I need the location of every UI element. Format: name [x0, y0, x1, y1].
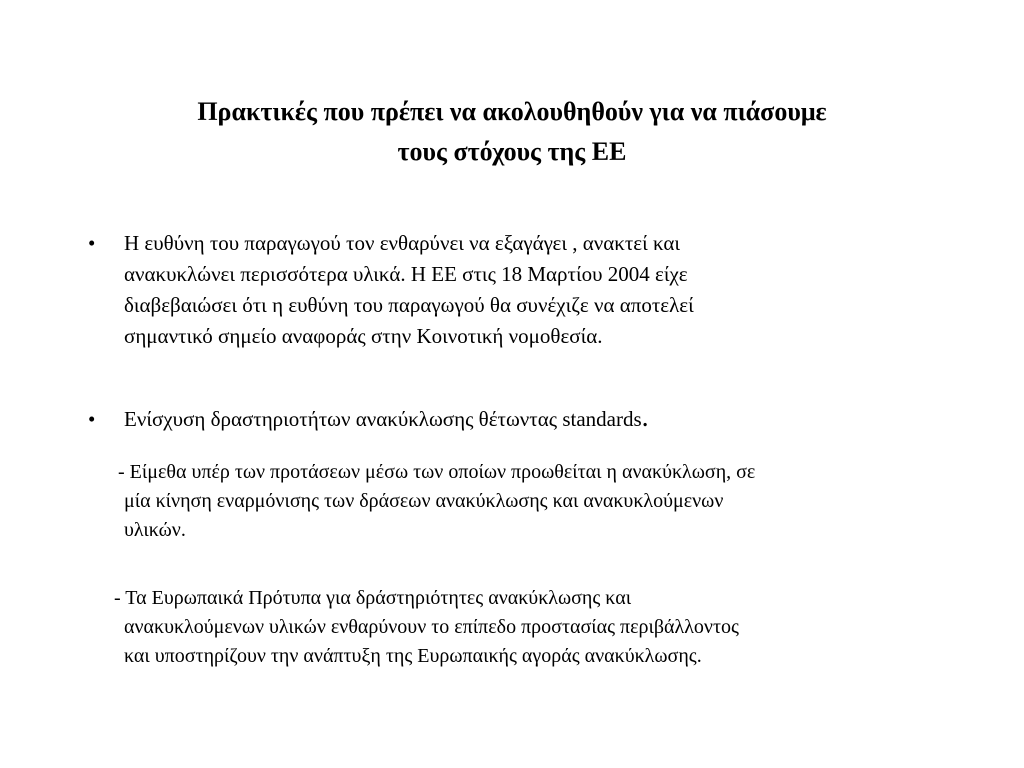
sub-text-line: και υποστηρίζουν την ανάπτυξη της Ευρωπαικής αγοράς ανακύκλωσης. [124, 645, 702, 667]
sub-point-proposals [118, 458, 755, 545]
bullet-text-line: ανακυκλώνει περισσότερα υλικά. Η ΕΕ στις 18 Μαρτίου 2004 είχε [124, 262, 688, 286]
bullet-marker: • [88, 231, 96, 255]
bullet-text-line: διαβεβαιώσει ότι η ευθύνη του παραγωγού θα συνέχιζε να αποτελεί [124, 293, 694, 317]
title-line: Πρακτικές που πρέπει να ακολουθηθούν για να πιάσουμε [197, 97, 827, 126]
bullet-marker: • [88, 407, 96, 431]
sub-text-line: - Τα Ευρωπαικά Πρότυπα για δράστηριότητες ανακύκλωσης και [114, 587, 632, 609]
sub-text-line: - Είμεθα υπέρ των προτάσεων μέσω των οποίων προωθείται η ανακύκλωση, σε [118, 461, 756, 483]
bullet-period: . [641, 402, 649, 433]
bullet-text-line: σημαντικό σημείο αναφοράς στην Κοινοτική νομοθεσία. [124, 324, 603, 348]
sub-point-european-standards [114, 584, 739, 671]
bullet-text-line [124, 404, 924, 435]
bullet-text-line: Η ευθύνη του παραγωγού τον ενθαρύνει να εξαγάγει , ανακτεί και [124, 231, 681, 255]
sub-text-line: ανακυκλούμενων υλικών ενθαρύνουν το επίπεδο προστασίας περιβάλλοντος [124, 616, 739, 638]
bullet-producer-responsibility [88, 228, 924, 352]
slide-title [60, 92, 964, 172]
sub-text-line: μία κίνηση εναρμόνισης των δράσεων ανακύκλωσης και ανακυκλούμενων [124, 490, 724, 512]
bullet-recycling-standards [88, 402, 924, 435]
bullet-text: Ενίσχυση δραστηριοτήτων ανακύκλωσης θέτωντας standards [124, 407, 642, 431]
title-line: τους στόχους της ΕΕ [397, 137, 627, 166]
sub-text-line: υλικών. [124, 519, 186, 541]
